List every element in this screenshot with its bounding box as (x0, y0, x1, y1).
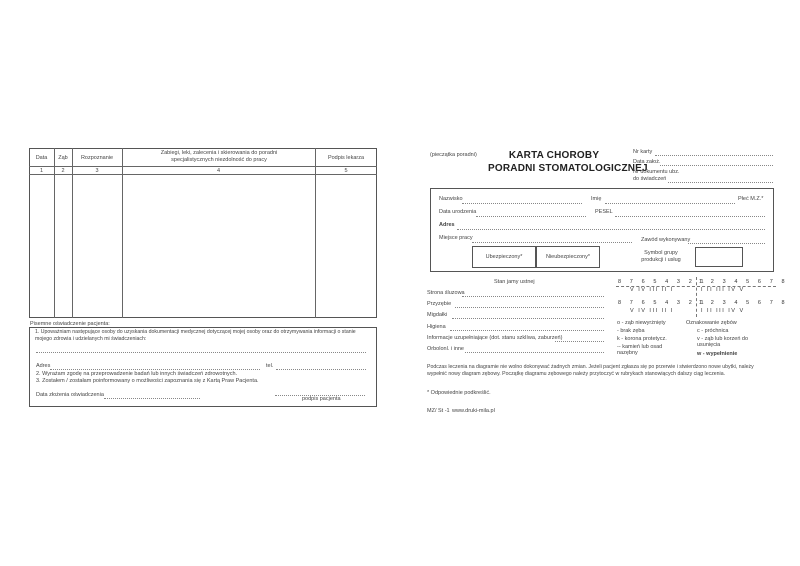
informacje-line[interactable] (555, 341, 604, 342)
teeth-row1-right: 1 2 3 4 5 6 7 8 (699, 279, 789, 285)
legend-right-1: v - ząb lub korzeń do usunięcia (697, 336, 749, 349)
nr-dokumentu-line[interactable] (668, 182, 773, 183)
pesel-line[interactable] (615, 216, 765, 217)
section-informacje: Informacje uzupełniające (dot. stanu szklíwa, zaburzeń) (427, 335, 563, 341)
col-number-2: 2 (61, 168, 65, 174)
tooth-diagram-vertical (696, 277, 697, 317)
legend-right-2: w - wypełnienie (697, 351, 738, 357)
teeth-row1-left: 8 7 6 5 4 3 2 1 (618, 279, 708, 285)
pesel-label: PESEL (595, 209, 613, 215)
nazwisko-label: Nazwisko (439, 196, 463, 202)
zawod-line[interactable] (688, 243, 765, 244)
legend-left-3: -- kamień lub osad nazębny (617, 344, 663, 357)
imie-label: Imię (591, 196, 602, 202)
card-title-line1: KARTA CHOROBY (508, 150, 600, 161)
orbolonl-line[interactable] (465, 352, 604, 353)
data-urodzenia-line[interactable] (476, 216, 586, 217)
data-urodzenia-label: Data urodzenia (439, 209, 477, 215)
declaration-item-1: 1. Upoważniam następujące osoby do uzyskania dokumentacji medycznej dotyczącej mojej osoby oraz do otrzymywania informacji o stanie mojego zdrowia i udzielanych mi świadczeniach: (35, 329, 356, 343)
legend-left-2: k - korona protetycz. (617, 336, 667, 342)
przyzebie-line[interactable] (455, 307, 604, 308)
teeth-row2-right: 1 2 3 4 5 6 7 8 (699, 300, 789, 306)
legend-title: Oznakowanie zębów (686, 320, 737, 326)
legend-left-1: - brak zęba (617, 328, 645, 334)
roman-top-right: I II III IV V (701, 287, 745, 293)
section-przyzebie: Przyzębie (427, 301, 452, 307)
section-migdalki: Migdałki (427, 312, 448, 318)
stan-jamy-label: Stan jamy ustnej (494, 279, 535, 285)
header-data: Data (35, 155, 48, 161)
nazwisko-line[interactable] (462, 203, 582, 204)
migdalki-line[interactable] (452, 318, 604, 319)
declaration-label: Pisemne oświadczenie pacjenta: (30, 321, 110, 327)
date-line[interactable] (104, 398, 200, 399)
authorized-persons-line[interactable] (36, 352, 366, 353)
card-title-line2: PORADNI STOMATOLOGICZNEJ (488, 163, 648, 174)
col-number-4: 4 (216, 168, 221, 174)
col-number-5: 5 (344, 168, 348, 174)
header-podpis: Podpis lekarza (327, 155, 365, 161)
note-paragraph: Podczas leczenia na diagramie nie wolno dokonywać żadnych zmian. Jeżeli pacjent zgłasza się po przerwie i stwierdzono nowe ubytki, należy wypełnić nowy diagram zębowy. Początkę diagramu zębowego należy przytoczyć w rubrykach stanowiących dalszy ciąg leczenia. (427, 364, 754, 378)
adres-label: Adres (36, 363, 51, 369)
ubezpieczony-label: Ubezpieczony* (485, 254, 523, 260)
do-swiadczen-label: do świadczeń (633, 176, 667, 182)
zawod-label: Zawód wykonywany (641, 237, 691, 243)
miejsce-pracy-label: Miejsce pracy (439, 235, 473, 241)
symbol-grupy-box[interactable] (695, 247, 743, 267)
nieubezpieczony-label: Nieubezpieczony* (545, 254, 591, 260)
section-strona-sluzowa: Strona śluzowa (427, 290, 465, 296)
col-number-3: 3 (95, 168, 99, 174)
declaration-item-3: 3. Zostałem / zostałam poinformowany o możliwości zapoznania się z Kartą Praw Pacjenta. (36, 378, 259, 384)
roman-bottom-right: I II III IV V (701, 308, 745, 314)
plec-label: Płeć M.Z.* (738, 196, 764, 202)
data-zalozenia-label: Data założ. (633, 159, 661, 165)
declaration-item-2: 2. Wyrażam zgodę na przeprowadzenie badań lub innych świadczeń zdrowotnych. (36, 371, 238, 377)
nr-karty-label: Nr karty (633, 149, 653, 155)
nr-dokumentu-label: Nr dokumentu ubz. (633, 169, 680, 175)
miejsce-pracy-line[interactable] (472, 242, 632, 243)
roman-top-left: V IV III II I (630, 287, 674, 293)
section-higiena: Higiena (427, 324, 446, 330)
roman-bottom-left: V IV III II I (630, 308, 674, 314)
adres-line[interactable] (50, 369, 260, 370)
symbol-grupy-label: Symbol grupy produkcji i usług (641, 250, 681, 263)
tel-label: tel. (266, 363, 274, 369)
legend-right-0: c - próchnica (697, 328, 729, 334)
nr-karty-line[interactable] (655, 155, 773, 156)
adres-label-right: Adres (439, 222, 455, 228)
adres-line-right[interactable] (457, 229, 765, 230)
header-zabiegi: Zabiegi, leki, zalecenia i skierowania do poradni specjalistycznych niezdolność do pracy (160, 150, 278, 163)
section-orbolonl: Orbolonl. i inne (427, 346, 464, 352)
higiena-line[interactable] (450, 330, 604, 331)
data-zalozenia-line[interactable] (660, 165, 773, 166)
footnote: * Odpowiednie podkreślić. (427, 390, 491, 396)
table-header-bottom (29, 166, 377, 167)
col-number-1: 1 (39, 168, 44, 174)
header-zab: Ząb (58, 155, 68, 161)
date-label: Data złożenia oświadczenia (36, 392, 104, 398)
header-rozpoznanie: Rozpoznanie (80, 155, 114, 161)
strona-sluzowa-line[interactable] (462, 296, 604, 297)
form-code: MZ/ St -1 (427, 408, 450, 414)
imie-line[interactable] (605, 203, 735, 204)
legend-left-0: o - ząb niewyrżnięty (617, 320, 666, 326)
clinic-stamp-label: (pieczątka poradni) (430, 152, 477, 158)
website: www.druki-mila.pl (452, 408, 495, 414)
signature-label: podpis pacjenta (302, 396, 341, 402)
teeth-row2-left: 8 7 6 5 4 3 2 1 (618, 300, 708, 306)
tel-line[interactable] (276, 369, 366, 370)
